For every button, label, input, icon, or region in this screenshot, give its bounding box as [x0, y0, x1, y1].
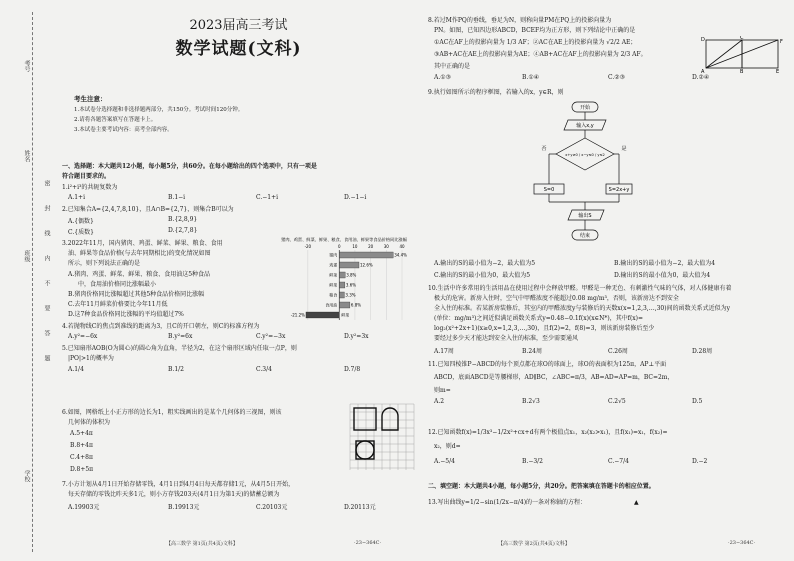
seal-char: 答 — [43, 330, 50, 336]
binding-label-class: 班级 — [23, 250, 30, 262]
note-item: 3.本试卷主要考试内容：高考全部内容。 — [74, 127, 173, 133]
q10-option-a: A.17周 — [434, 348, 454, 355]
seal-char: 要 — [43, 305, 50, 311]
q8-label-f: F — [780, 39, 783, 45]
q4-stem: 4.若抛物线C的焦点到准线的距离为3，且C的开口朝左，则C的标准方程为 — [62, 323, 260, 330]
q6-option-d: D.8+5π — [70, 466, 94, 473]
seal-char: 密 — [43, 180, 50, 186]
q8-stem-line: PN。如图，已知四边形ABCD，BCEF均为正方形，则下列结论中正确的是 — [434, 27, 636, 34]
flow-condition: x+y≥0 / x−y≤0 / y≤2 — [565, 153, 605, 157]
chart-category-label: 鲜菜 — [329, 272, 338, 278]
q11-stem-line: 则m= — [434, 387, 451, 394]
q9-option-d: D.输出的S的最小值为0，最大值为4 — [614, 272, 711, 279]
q6-stem-line: 几何体的体积为 — [68, 419, 111, 426]
left-footer-code: ·23−364C· — [354, 540, 382, 546]
q11-option-a: A.2 — [434, 398, 445, 405]
q4-option-d: D.y²=3x — [344, 333, 369, 340]
chart-tick-label: 40 — [399, 244, 405, 249]
q10-stem-line: 极大的危害。新房入住时，空气中甲醛浓度不能超过0.08 mg/m³，否则，该新房达不到安全 — [434, 295, 679, 302]
binding-label-name: 姓名 — [23, 150, 30, 162]
q3-option-a-cont: 中，食用油价格同比涨幅最小 — [78, 281, 157, 288]
chart-bar — [339, 282, 345, 288]
q9-option-a: A.输出的S的最小值为−2，最大值为5 — [434, 260, 536, 267]
q13-answer-blank: ▲ — [634, 499, 639, 506]
q8-label-a: A — [701, 69, 705, 74]
q4-option-b: B.y²=6x — [168, 333, 193, 340]
q9-stem: 9.执行如图所示的程序框图，若输入的x，y∈R，则 — [428, 89, 564, 96]
q3-option-a: A.猪肉、鸡蛋、鲜菜、鲜果、粮食、食用油这5种食品 — [68, 271, 211, 278]
q10-stem-line: 全入住的标准。若某新房装修后，其室内的甲醛浓度y与装修后的天数x(x=1,2,3,…,30)间的函数关系式近似为y — [434, 305, 730, 312]
seal-char: 题 — [43, 355, 50, 361]
q1-option-c: C.−1+i — [256, 194, 279, 201]
q11-option-b: B.2√3 — [522, 398, 540, 405]
q8-label-d: D — [701, 37, 705, 43]
notes-heading: 考生注意： — [74, 95, 107, 103]
q8-label-e: E — [776, 69, 780, 74]
flow-start: 开始 — [579, 105, 591, 111]
chart-value-label: -21.2% — [290, 312, 305, 318]
q2-option-c: C.{质数} — [68, 229, 94, 236]
q8-option-d: D.②④ — [692, 74, 710, 81]
q8-option-a: A.①③ — [434, 74, 451, 81]
q3-option-d: D.这7种食品价格同比涨幅的平均值超过7% — [68, 311, 184, 318]
flow-yes: 是 — [621, 146, 627, 152]
note-item: 1.本试卷分选择题和非选择题两部分，共150分。考试时间120分钟。 — [74, 107, 244, 113]
q5-stem-line: 5.已知扇形AOB(O为圆心)的圆心角为直角，半径为2，在这个扇形区域内任取一点P，则 — [62, 345, 297, 352]
binding-label-exam-no: 考号 — [23, 60, 30, 72]
q12-option-b: B.−3/2 — [522, 458, 543, 465]
q6-option-c: C.4+8π — [70, 454, 93, 461]
q12-stem-line: x₂，则d= — [434, 443, 461, 450]
q6-three-view-figure — [348, 402, 418, 472]
q11-stem-line: 11.已知四棱锥P−ABCD的每个顶点都在球O的球面上，球O的表面积为125π，AP⊥平面 — [428, 361, 667, 368]
q7-option-c: C.20103元 — [256, 504, 288, 511]
right-footer-page: 【高三数学 第2页(共4页)文科】 — [498, 541, 570, 547]
note-item: 2.请将各题答案填写在答题卡上。 — [74, 117, 157, 123]
q1-option-a: A.1+i — [68, 194, 86, 201]
chart-category-label: 粮食 — [329, 292, 338, 298]
q3-bar-chart — [264, 234, 420, 334]
q7-stem-line: 每天存储的零钱比昨天多1元，则小方存钱203天(4月1日为第1天)的储蓄总额为 — [68, 491, 280, 498]
q5-option-a: A.1/4 — [68, 366, 84, 373]
q2-stem: 2.已知集合A={2,4,7,8,10}，且A∩B={2,7}，则集合B可以为 — [62, 206, 234, 213]
chart-category-label: 鲜果 — [329, 282, 338, 288]
q3-option-b: B.猪肉价格同比涨幅超过其他5种食品价格同比涨幅 — [68, 291, 205, 298]
q10-option-c: C.26周 — [608, 348, 628, 355]
q3-stem-line: 油、鲜果等食品价格(与去年同期相比)的变化情况如图 — [68, 250, 211, 257]
chart-bar — [339, 262, 359, 268]
binding-label-school: 学校 — [23, 470, 30, 482]
q7-option-b: B.19913元 — [168, 504, 200, 511]
q3-stem-line: 3.2022年11月，国内猪肉、鸡蛋、鲜菜、鲜果、粮食、食用 — [62, 240, 223, 247]
q12-option-a: A.−5/4 — [434, 458, 455, 465]
chart-value-label: 3.3% — [345, 292, 356, 298]
q8-square-figure — [700, 36, 786, 74]
chart-tick-label: 0 — [337, 244, 341, 249]
q5-option-b: B.1/2 — [168, 366, 184, 373]
q6-stem-line: 6.如图，网格纸上小正方形的边长为1，粗实线画出的是某个几何体的三视图，则该 — [62, 409, 282, 416]
q7-option-a: A.19903元 — [68, 504, 100, 511]
q10-stem-line: 10.生活中许多常用的生活用品在使用过程中会释放甲醛。甲醛是一种无色、有刺激性气味的气体，对人体健康有着 — [428, 285, 732, 292]
right-footer-code: ·23−364C· — [728, 540, 756, 546]
q10-option-d: D.28周 — [692, 348, 713, 355]
q5-option-d: D.7/8 — [344, 366, 361, 373]
q4-option-c: C.y²=−3x — [256, 333, 286, 340]
q3-stem-line: 所示，则下列说法正确的是 — [68, 260, 141, 267]
flow-output: 输出S — [578, 213, 592, 219]
chart-value-label: 34.4% — [394, 252, 407, 258]
section1-heading: 一、选择题：本大题共12小题，每小题5分，共60分。在每小题给出的四个选项中，只有一项是 — [62, 163, 317, 170]
seal-dashed-line — [32, 12, 33, 552]
notes-box — [74, 94, 243, 135]
q1-option-d: D.−1−i — [344, 194, 367, 201]
q11-stem-line: ABCD，底面ABCD是等腰梯形，AD∥BC，∠ABC=π/3，AB=AD=AP=m，BC=2m， — [434, 374, 674, 381]
q5-option-c: C.3/4 — [256, 366, 272, 373]
flow-assign-expr: S=2x+y — [608, 187, 630, 193]
exam-subtitle: 数学试题(文科) — [175, 39, 302, 59]
q6-option-b: B.8+4π — [70, 442, 93, 449]
q3-option-c: C.去年11月鲜菜价格要比今年11月低 — [68, 301, 168, 308]
q8-label-b: B — [740, 69, 744, 74]
section2-heading: 二、填空题：本大题共4小题，每小题5分，共20分。把答案填在答题卡的相应位置。 — [428, 483, 655, 490]
q2-option-a: A.{偶数} — [68, 218, 94, 225]
q12-option-c: C.−7/4 — [608, 458, 629, 465]
q8-option-c: C.②③ — [608, 74, 626, 81]
chart-bar — [339, 292, 344, 298]
chart-value-label: 6.8% — [350, 302, 362, 308]
chart-tick-label: 30 — [383, 244, 389, 249]
seal-char: 封 — [43, 205, 50, 211]
seal-char: 线 — [43, 230, 50, 236]
chart-bar — [339, 252, 393, 258]
q12-option-d: D.−2 — [692, 458, 708, 465]
chart-value-label: 3.8% — [346, 272, 357, 278]
q9-option-b: B.输出的S的最小值为−2，最大值为4 — [614, 260, 716, 267]
chart-bar — [339, 302, 350, 308]
q8-label-c: C — [740, 36, 744, 41]
q10-stem-line: 要经过多少天才能达到安全入住的标准，至少需要通风 — [434, 335, 579, 342]
q13-stem: 13.写出曲线y=1/2−sin(1/2x−π/4)的一条对称轴的方程： — [428, 499, 587, 506]
seal-char: 不 — [43, 280, 50, 286]
exam-title: 2023届高三考试 — [189, 18, 288, 33]
chart-category-label: 鲜果 — [341, 312, 350, 318]
left-column — [56, 6, 421, 556]
q9-option-c: C.输出的S的最小值为0，最大值为5 — [434, 272, 531, 279]
flow-end: 结束 — [579, 233, 591, 239]
q5-stem-line: |PO|>1的概率为 — [68, 355, 114, 362]
q7-stem-line: 7.小方计划从4月1日开始存储零钱，4月1日到4月4日每天都存储1元，从4月5日开始， — [62, 481, 295, 488]
chart-value-label: 12.6% — [360, 262, 373, 268]
q8-answer-prompt: 其中正确的是 — [434, 63, 471, 70]
seal-char: 内 — [43, 255, 50, 261]
q11-option-d: D.5 — [692, 398, 703, 405]
q6-option-a: A.5+4π — [70, 430, 93, 437]
section1-heading2: 符合题目要求的。 — [62, 173, 111, 180]
q11-option-c: C.2√5 — [608, 398, 626, 405]
chart-category-label: 鸡蛋 — [329, 262, 338, 268]
q8-stem-line: 8.若过M作PQ的垂线，垂足为N，则称向量PM在PQ上的投影向量为 — [428, 17, 612, 24]
q7-option-d: D.20113元 — [344, 504, 376, 511]
chart-value-label: 3.6% — [345, 282, 357, 288]
q8-item-line: ①AC在AF上的投影向量为 1/3 AF；②AC在AE上的投影向量为 √2/2 AE； — [434, 39, 637, 46]
q1-option-b: B.1−i — [168, 194, 186, 201]
chart-tick-label: -20 — [304, 244, 312, 249]
chart-bar — [306, 312, 339, 318]
q2-option-d: D.{2,7,8} — [168, 227, 198, 234]
flow-no: 否 — [541, 146, 547, 152]
chart-category-label: 食用油 — [325, 302, 338, 308]
right-column — [428, 6, 790, 556]
q9-flowchart — [532, 100, 652, 250]
chart-tick-label: 10 — [352, 244, 358, 249]
flow-assign-zero: S=0 — [543, 187, 555, 193]
left-footer-page: 【高三数学 第1页(共4页)文科】 — [166, 541, 238, 547]
q8-option-b: B.①④ — [522, 74, 540, 81]
chart-title: 猪肉、鸡蛋、鲜菜、鲜果、粮食、食用油、鲜果等食品价格同比涨幅 — [281, 237, 407, 242]
q4-option-a: A.y²=−6x — [68, 333, 98, 340]
chart-tick-label: 20 — [368, 244, 374, 249]
q8-item-line: ③AB+AC在AE上的投影向量为AE；④AB+AC在AF上的投影向量为 2/3 AF。 — [434, 51, 647, 58]
q10-option-b: B.24周 — [522, 348, 542, 355]
q10-stem-line: (单位：mg/m³)之间近似满足函数关系式y=0.48−0.1f(x)(x∈N*)，其中f(x)= — [434, 315, 644, 322]
chart-category-label: 猪肉 — [329, 252, 338, 258]
q12-stem-line: 12.已知函数f(x)=1/3x³−1/2x²+cx+d有两个极值点x₁，x₂(x₂>x₁)，且f(x₁)=x₁，f(x₂)= — [428, 429, 668, 436]
chart-bar — [339, 272, 345, 278]
q2-option-b: B.{2,8,9} — [168, 216, 198, 223]
q1-stem: 1.i²+i³的共轭复数为 — [62, 184, 118, 191]
flow-input: 输入x,y — [576, 123, 594, 129]
q10-stem-line: log₂(x²+2x+1)(x≥0,x=1,2,3,…,30)，且f(2)=2，f(8)=3，则该新房装修后至少 — [434, 325, 655, 332]
binding-margin — [0, 0, 52, 561]
